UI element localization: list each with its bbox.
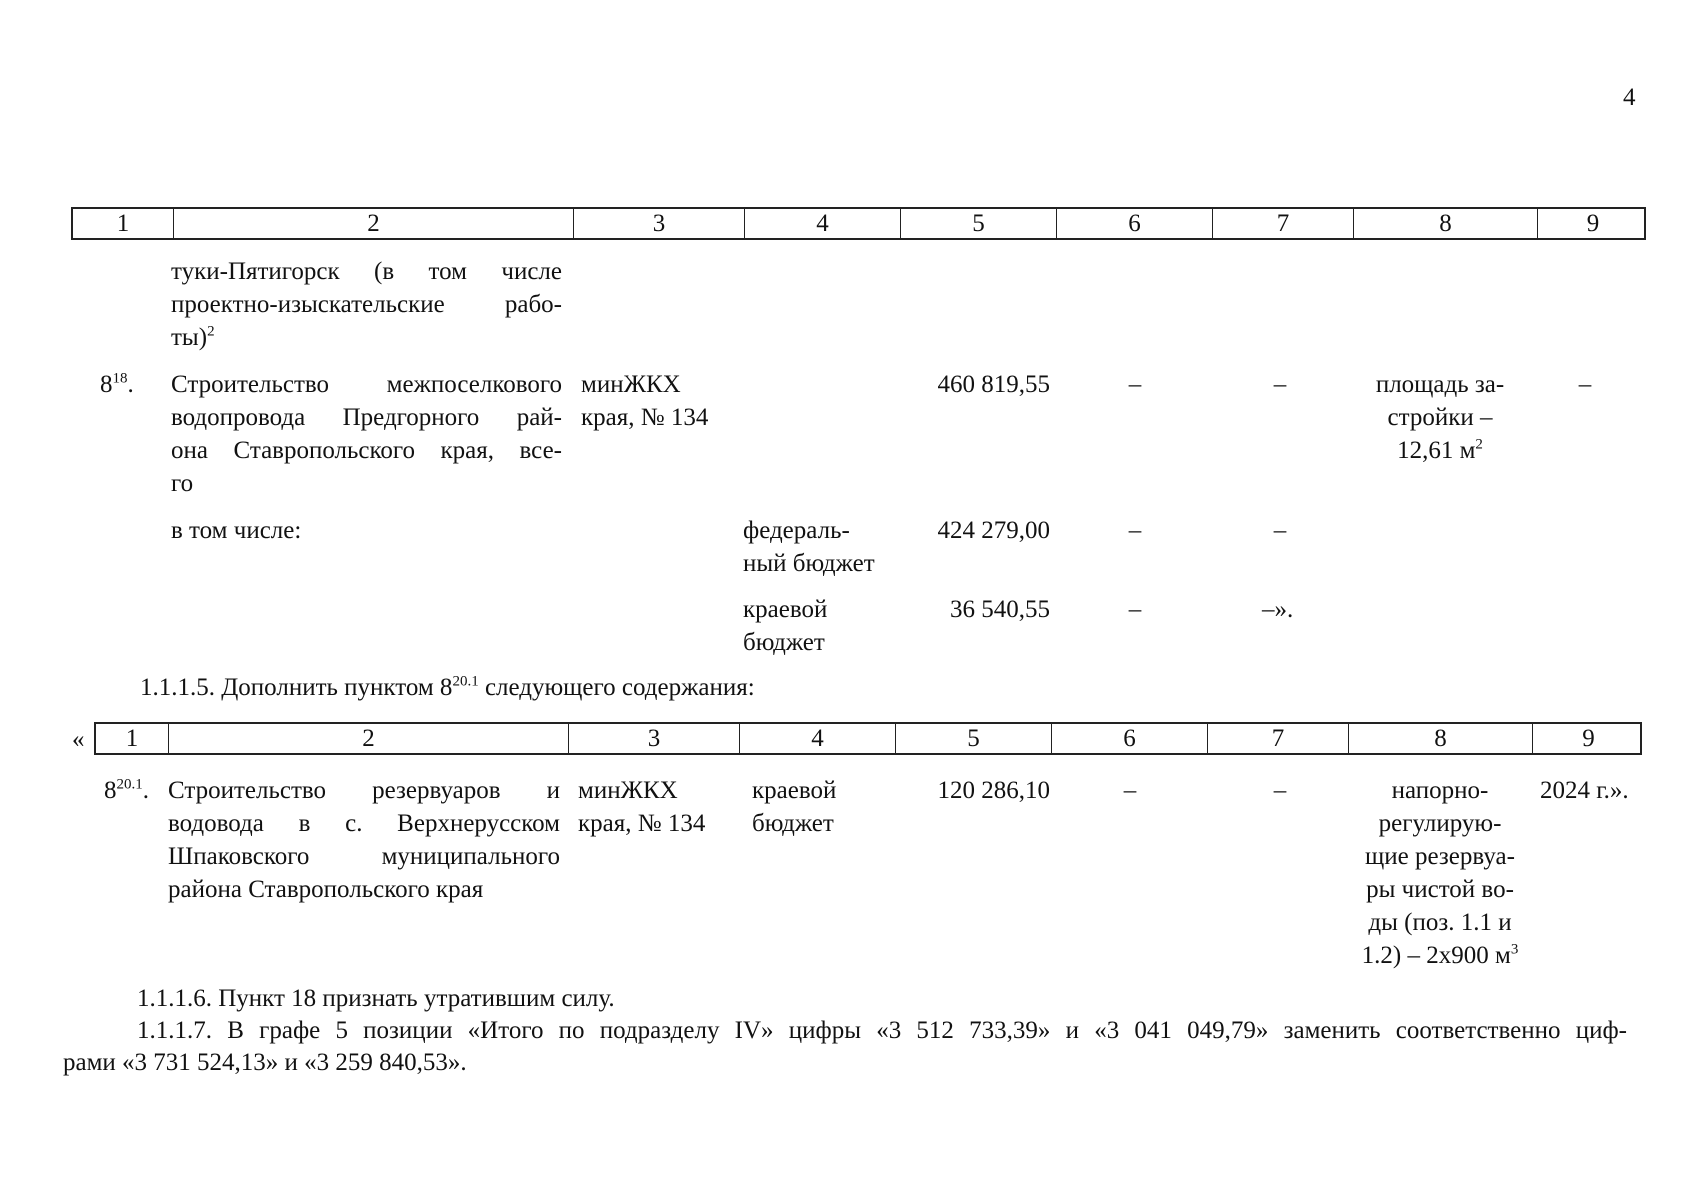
text-line: краевой [743,596,828,623]
opening-quote: « [72,726,85,753]
row-number: 8 [104,777,117,804]
text-line: минЖКХ [581,371,681,398]
text-line: водовода в с. Верхнерусском [168,810,560,837]
including-label: в том числе: [171,517,302,544]
continued-item-name [171,255,562,354]
table1-header-cell: 2 [173,209,573,238]
table1-header-cell: 4 [744,209,900,238]
paragraph-1-1-1-5 [140,672,755,704]
text-line: 12,61 м [1397,437,1476,464]
row-number-superscript: 18 [112,370,128,387]
row-8-20-1-value: 120 286,10 [937,777,1050,804]
text-line: водопровода Предгорного рай- [171,404,562,431]
text-line: площадь за- [1375,371,1505,398]
text-line: стройки – [1387,404,1493,431]
text-line: края, № 134 [581,404,709,431]
row-8-18-customer [581,368,741,434]
federal-col7: – [1273,517,1287,544]
text-line: ты) [171,324,208,351]
row-8-20-1-customer [578,774,738,840]
superscript: 2 [1475,436,1483,453]
text-line: краевой [752,777,837,804]
regional-col6: – [1128,596,1142,623]
table2-header-cell: 9 [1532,724,1644,753]
table2-header-cell: 4 [739,724,895,753]
text-line: го [171,470,194,497]
table2-header-cell: 7 [1207,724,1348,753]
paragraph-text: 1.1.1.5. Дополнить пунктом 8 [140,674,453,701]
row-number-dot: . [142,777,149,804]
footnote-marker: 2 [207,323,215,340]
row-number: 8 [100,371,113,398]
paragraph-superscript: 20.1 [452,673,479,690]
text-line-with-superscript [1340,939,1540,972]
text-line: федераль- [743,517,850,544]
text-line: щие резервуа- [1365,843,1515,870]
row-8-18-col7: – [1273,371,1287,398]
federal-col6: – [1128,517,1142,544]
row-number-8-18 [100,368,134,401]
row-8-20-1-col7: – [1273,777,1287,804]
paragraph-text: следующего содержания: [478,674,755,701]
text-line: ный бюджет [743,550,875,577]
federal-value: 424 279,00 [937,517,1050,544]
row-8-18-name [171,368,562,500]
table1-header-cell: 6 [1056,209,1212,238]
paragraph-1-1-1-7-line2: рами «3 731 524,13» и «3 259 840,53». [63,1049,467,1076]
table2-header-cell: 2 [168,724,568,753]
regional-source [743,593,903,659]
row-8-20-1-name [168,774,560,906]
superscript: 3 [1510,941,1519,958]
table2-header-row [94,722,1642,755]
row-8-18-value: 460 819,55 [937,371,1050,398]
text-line: бюджет [752,810,834,837]
regional-col7: –». [1262,596,1294,623]
table1-header-cell: 7 [1212,209,1353,238]
text-line: Шпаковского муниципального [168,843,560,870]
table1-header-row [71,207,1646,240]
text-line: регулирую- [1378,810,1502,837]
text-line: ды (поз. 1.1 и [1368,909,1512,936]
table2-header-cell: 6 [1051,724,1207,753]
table1-header-cell: 3 [573,209,744,238]
text-line: туки-Пятигорск (в том числе [171,258,562,285]
text-line-with-superscript [1340,434,1540,467]
table2-header-cell: 1 [125,724,139,752]
text-line: 1.2) – 2х900 м [1361,942,1511,969]
text-line: района Ставропольского края [168,876,484,903]
table2-header-cell: 5 [895,724,1051,753]
text-line: напорно- [1391,777,1489,804]
row-8-20-1-col8 [1340,774,1540,972]
text-line: ры чистой во- [1366,876,1514,903]
text-line: бюджет [743,629,825,656]
row-8-18-col8 [1340,368,1540,467]
text-line: Строительство резервуаров и [168,777,560,804]
row-8-18-col6: – [1128,371,1142,398]
text-line: проектно-изыскательские рабо- [171,291,562,318]
text-line: минЖКХ [578,777,678,804]
regional-value: 36 540,55 [950,596,1050,623]
row-8-20-1-col6: – [1123,777,1137,804]
text-line: края, № 134 [578,810,706,837]
text-line: Строительство межпоселкового [171,371,562,398]
paragraph-1-1-1-6: 1.1.1.6. Пункт 18 признать утратившим силу. [137,985,615,1012]
table1-header-cell: 1 [116,209,130,237]
row-number-superscript: 20.1 [116,776,143,793]
federal-source [743,514,903,580]
page-number: 4 [1623,84,1636,111]
text-line-with-footnote [171,321,562,354]
text-line: она Ставропольского края, все- [171,437,562,464]
paragraph-1-1-1-7-line1: 1.1.1.7. В графе 5 позиции «Итого по подразделу IV» цифры «3 512 733,39» и «3 041 049,79» заменить соответственно циф- [137,1017,1627,1044]
row-number-8-20-1 [104,774,149,807]
table1-header-cell: 9 [1537,209,1648,238]
table1-header-cell: 5 [900,209,1056,238]
row-8-20-1-col9: 2024 г.». [1540,777,1629,804]
row-number-dot: . [127,371,134,398]
table2-header-cell: 8 [1348,724,1532,753]
table2-header-cell: 3 [568,724,739,753]
row-8-18-col9: – [1578,371,1592,398]
table1-header-cell: 8 [1353,209,1537,238]
